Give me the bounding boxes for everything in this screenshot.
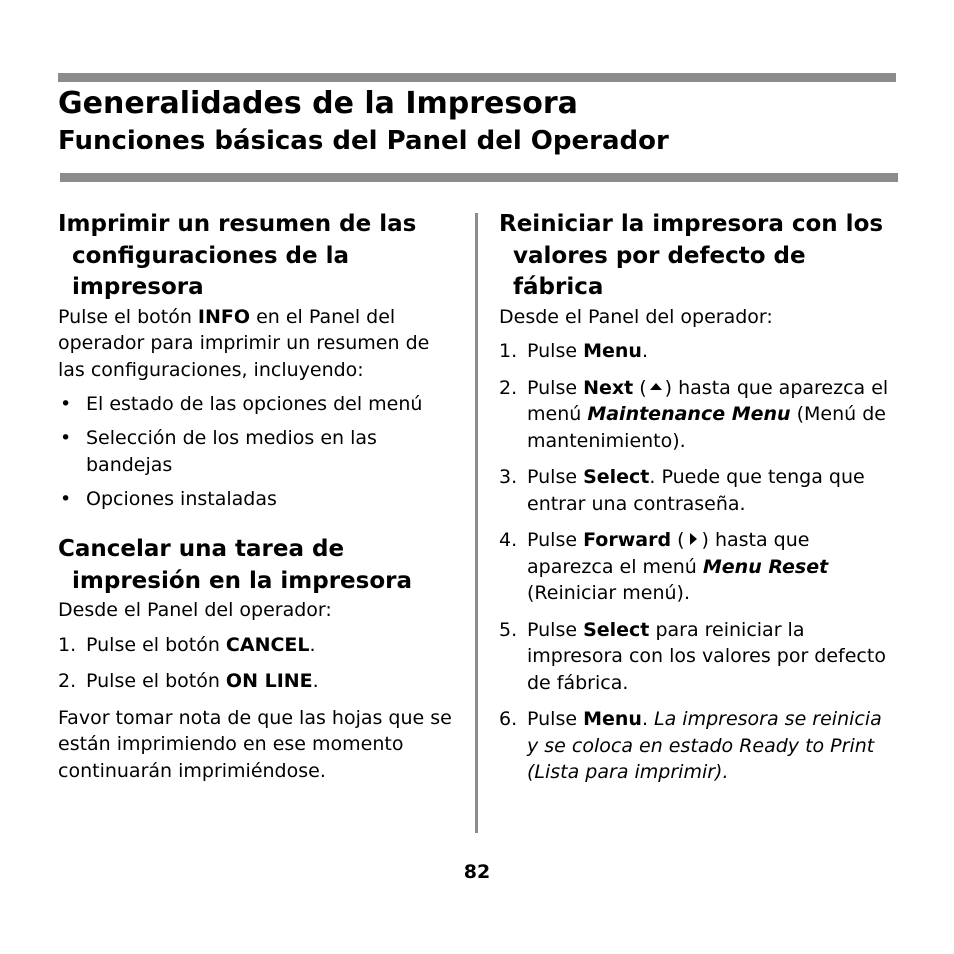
reset-intro: Desde el Panel del operador: <box>499 305 773 328</box>
list-item: 5. Pulse Select para reiniciar la impresora con los valores por defecto de fábrica. <box>499 618 886 694</box>
cancel-steps <box>58 632 458 695</box>
page-subtitle: Funciones básicas del Panel del Operador <box>58 126 669 156</box>
list-item: 2. Pulse Next ( ) hasta que aparezca el menú Maintenance Menu (Menú de mantenimiento). <box>499 376 889 452</box>
column-divider <box>475 213 478 833</box>
right-column <box>499 209 899 796</box>
info-key: INFO <box>197 305 251 328</box>
page-title: Generalidades de la Impresora <box>58 86 578 121</box>
list-item: • El estado de las opciones del menú <box>60 393 423 415</box>
cancel-intro: Desde el Panel del operador: <box>58 599 332 621</box>
reset-steps <box>499 338 899 786</box>
list-item: 2. Pulse el botón ON LINE. <box>58 670 319 692</box>
right-triangle-icon <box>690 533 697 545</box>
list-item: • Opciones instaladas <box>60 487 277 510</box>
list-item: • Selección de los medios en las bandejas <box>60 427 377 476</box>
left-column <box>58 209 458 784</box>
page-number: 82 <box>463 861 491 883</box>
cancel-section <box>58 534 458 784</box>
up-triangle-icon <box>650 383 662 390</box>
print-summary-intro: Pulse el botón INFO en el Panel del operador para imprimir un resumen de las configuraciones, incluyendo: <box>58 305 430 381</box>
list-item: 4. Pulse Forward ( ) hasta que aparezca el menú Menu Reset (Reiniciar menú). <box>499 529 829 604</box>
section-heading-factory-reset: Reiniciar la impresora con los valores por defecto de fábrica <box>499 211 884 300</box>
list-item: 3. Pulse Select. Puede que tenga que entrar una contraseña. <box>499 466 865 515</box>
cancel-note: Favor tomar nota de que las hojas que se están imprimiendo en ese momento continuarán imprimiéndose. <box>58 706 452 782</box>
section-heading-print-summary: Imprimir un resumen de las configuraciones de la impresora <box>58 211 417 300</box>
top-rule <box>58 73 896 82</box>
list-item: 6. Pulse Menu. La impresora se reinicia y se coloca en estado Ready to Print (Lista para imprimir). <box>499 708 882 783</box>
header-bottom-rule <box>60 173 898 182</box>
config-list <box>58 391 458 512</box>
section-heading-cancel-job: Cancelar una tarea de impresión en la impresora <box>58 536 413 594</box>
list-item: 1. Pulse el botón CANCEL. <box>58 633 316 656</box>
list-item: 1. Pulse Menu. <box>499 340 648 362</box>
